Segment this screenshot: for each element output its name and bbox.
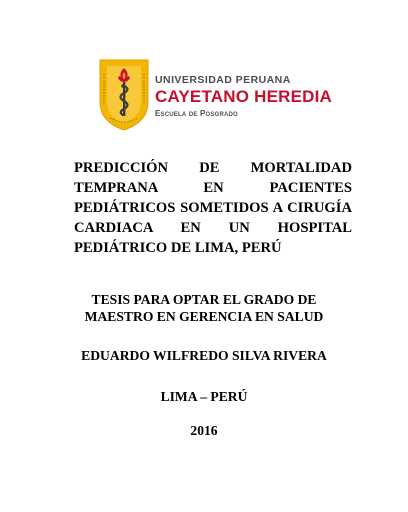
place: LIMA – PERÚ — [160, 389, 248, 404]
university-name-block — [155, 74, 332, 119]
year: 2016 — [190, 423, 218, 438]
university-shield-icon — [96, 56, 152, 132]
degree-purpose-line1: TESIS PARA OPTAR EL GRADO DE — [91, 292, 317, 307]
university-name-line1: UNIVERSIDAD PERUANA — [155, 74, 291, 86]
school-name: Escuela de Posgrado — [155, 109, 238, 118]
degree-purpose-line2: MAESTRO EN GERENCIA EN SALUD — [84, 309, 324, 324]
university-name-line2: CAYETANO HEREDIA — [155, 87, 333, 106]
university-logo — [96, 56, 333, 132]
author-name: EDUARDO WILFREDO SILVA RIVERA — [81, 348, 327, 363]
thesis-title: PREDICCIÓN DE MORTALIDAD TEMPRANA EN PACIENTES PEDIÁTRICOS SOMETIDOS A CIRUGÍA CARDIACA EN UN HOSPITAL PEDIÁTRICO DE LIMA, PERÚ — [74, 160, 352, 256]
degree-purpose — [0, 291, 408, 325]
